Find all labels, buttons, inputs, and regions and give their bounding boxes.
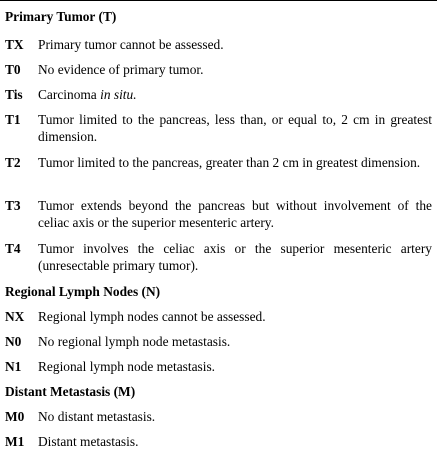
entry-code: TX [5, 37, 24, 52]
entry-code: T1 [5, 112, 21, 127]
entry-code: T0 [5, 62, 21, 77]
entry-t4 [5, 240, 432, 274]
entry-m1 [5, 433, 432, 450]
entry-text: Regional lymph nodes cannot be assessed. [38, 309, 266, 324]
entry-m0 [5, 408, 432, 425]
entry-n1 [5, 358, 432, 375]
top-rule [0, 0, 437, 1]
entry-t1 [5, 111, 432, 145]
entry-tis [5, 86, 432, 103]
entry-text: Tumor limited to the pancreas, less than, or equal to, 2 cm in greatest dimension. [38, 112, 432, 144]
entry-code: T2 [5, 155, 21, 170]
entry-text: Distant metastasis. [38, 434, 139, 449]
entry-t0 [5, 61, 432, 78]
section-title-distant-metastasis: Distant Metastasis (M) [5, 384, 136, 399]
entry-t3 [5, 197, 432, 231]
entry-code: M1 [5, 434, 25, 449]
entry-tx [5, 36, 432, 53]
entry-code: Tis [5, 87, 23, 102]
entry-text: Tumor extends beyond the pancreas but without involvement of the celiac axis or the superior mesenteric artery. [38, 198, 432, 230]
section-title-primary-tumor: Primary Tumor (T) [5, 9, 117, 24]
entry-text: Primary tumor cannot be assessed. [38, 37, 224, 52]
entry-text: No regional lymph node metastasis. [38, 334, 231, 349]
entry-text: Tumor involves the celiac axis or the superior mesenteric artery (unresectable primary tumor). [38, 241, 432, 273]
entry-nx [5, 308, 432, 325]
section-title-regional-lymph-nodes: Regional Lymph Nodes (N) [5, 284, 161, 299]
entry-text: No evidence of primary tumor. [38, 62, 204, 77]
entry-code: T4 [5, 241, 21, 256]
entry-text: Regional lymph node metastasis. [38, 359, 216, 374]
entry-text-container [38, 86, 432, 103]
entry-text: No distant metastasis. [38, 409, 156, 424]
entry-text: Carcinoma [38, 87, 101, 102]
entry-n0 [5, 333, 432, 350]
entry-t2 [5, 154, 432, 171]
entry-text-italic: in situ. [100, 87, 137, 102]
entry-code: N0 [5, 334, 22, 349]
entry-code: T3 [5, 198, 21, 213]
entry-code: M0 [5, 409, 25, 424]
entry-text: Tumor limited to the pancreas, greater than 2 cm in greatest dimension. [38, 155, 421, 170]
entry-code: N1 [5, 359, 22, 374]
entry-code: NX [5, 309, 25, 324]
